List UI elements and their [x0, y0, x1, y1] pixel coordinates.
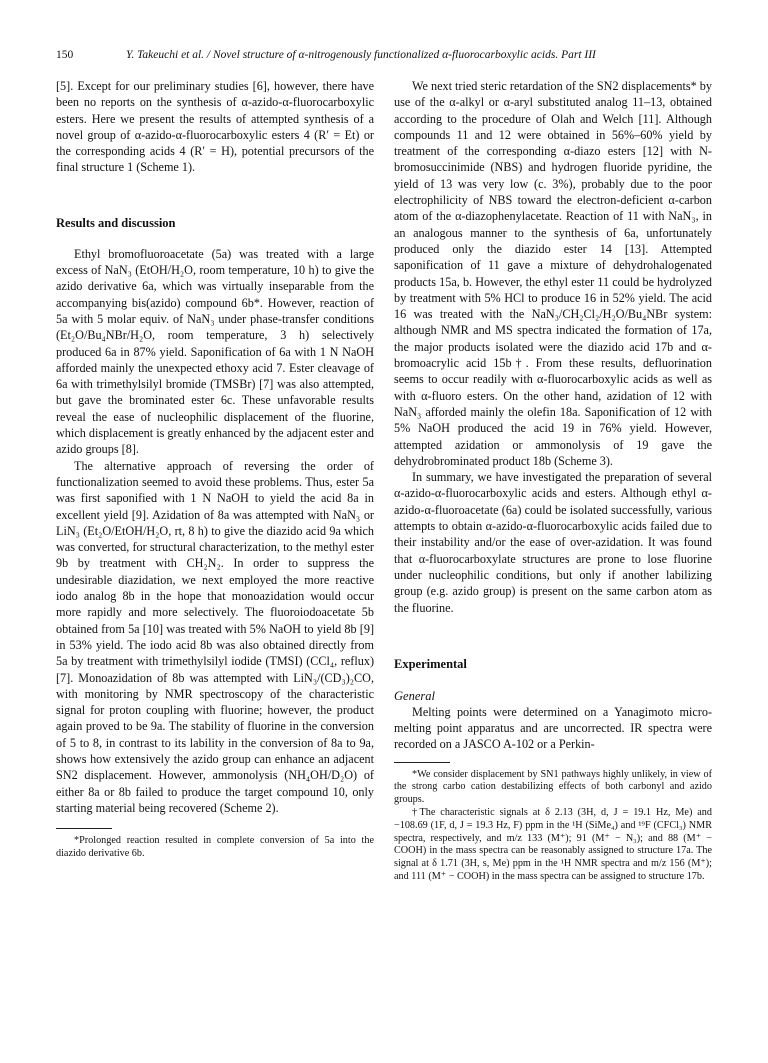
- right-column: [394, 78, 712, 884]
- results-paragraph-2: The alternative approach of reversing the order of functionalization seemed to avoid these problems. Thus, ester 5a was first saponified with 1 N NaOH to yield the acid 8a in excellent yield [9]. Azidation of 8a was attempted with NaN₃ or LiN₃ (Et₂O/EtOH/H₂O, rt, 8 h) to give the diazido acid 9a which was converted, for structural characterization, to the methyl ester 9b by treatment with CH₂N₂. In order to suppress the undesirable diazidation, we next employed the more reactive iodo analog 8b in the hope that monoazidation would occur more rapidly and more selectively. The fluoroiodoacetate 5b obtained from 5a [10] was treated with 5% NaOH to yield 8b [9] in 53% yield. The iodo acid 8b was also obtained directly from 5a by treatment with trimethylsilyl iodide (TMSI) (CCl₄, reflux) [7]. Monoazidation of 8b was attempted with LiN₃/(CD₃)₂CO, with monitoring by NMR spectroscopy of the characteristic signal for proton coupling with fluorine; however, the product again proved to be 9a. The stability of fluorine in the conversion of 5 to 8, in contrast to its lability in the conversion of 8a to 9a, shows how extensively the azido group can enhance an adjacent SN2 displacement. However, ammonolysis (NH₄OH/D₂O) of either 8a or 8b failed to produce the target compound 10, only starting material being recovered (Scheme 2).: [56, 458, 374, 815]
- experimental-paragraph: Melting points were determined on a Yanagimoto micro-melting point apparatus and are uncorrected. IR spectra were recorded on a JASCO A-102 or a Perkin-: [394, 704, 712, 752]
- footnote-right-2: †The characteristic signals at δ 2.13 (3H, d, J = 19.1 Hz, Me) and −108.69 (1F, d, J = 19.3 Hz, F) ppm in the ¹H (SiMe₄) and ¹⁹F (CFCl₃) NMR spectra, respectively, and m/z 133 (M⁺); 91 (M⁺ − N₃); and 88 (M⁺ − COOH) in the mass spectra can be reasonably assigned to structure 17a. The signal at δ 1.71 (3H, s, Me) ppm in the ¹H NMR spectra and m/z 156 (M⁺); and 111 (M⁺ − COOH) in the mass spectra can be assigned to structure 17b.: [394, 807, 712, 883]
- results-paragraph-3: We next tried steric retardation of the SN2 displacements* by use of the α-alkyl or α-aryl substituted analog 11–13, obtained according to the procedure of Olah and Welch [11]. Although compounds 11 and 12 were obtained in 56%–60% yield by treatment of the corresponding α-diazo esters [12] with N-bromosuccinimide (NBS) and hydrogen fluoride pyridine, the yield of 13 was very low (c. 3%), probably due to the poor electrophilicity of NBS toward the electron-deficient α-carbon atom of the α-diazophenylacetate. Reaction of 11 with NaN₃, in an analogous manner to the synthesis of 6a, unfortunately produced only the diazido ester 14 [13]. Attempted saponification of 11 gave a mixture of dehydrohalogenated products 15a, b. However, the ethyl ester 11 could be hydrolyzed by treatment with 5% HCl to produce 16 in 52% yield. The acid 16 was treated with the NaN₃/CH₂Cl₂/H₂O/Bu₄NBr system: although NMR and MS spectra indicated the formation of 17a, the major products isolated were the diazido acid 17b and α-bromoacrylic acid 15b†. From these results, defluorination seems to occur readily with α-fluorocarboxylic acids as well as with α-fluoro esters. On the other hand, azidation of 12 with NaN₃ afforded mainly the olefin 18a. Saponification of 12 with 5% NaOH produced the acid 19 in 76% yield. However, attempted azidation or ammonolysis of 19 gave the dehydrobrominated product 18b (Scheme 3).: [394, 79, 712, 468]
- running-head: Y. Takeuchi et al. / Novel structure of α-nitrogenously functionalized α-fluorocarboxylic acids. Part III: [126, 49, 596, 61]
- page-number: 150: [56, 49, 74, 61]
- left-column: [56, 78, 374, 861]
- results-paragraph-1: Ethyl bromofluoroacetate (5a) was treated with a large excess of NaN₃ (EtOH/H₂O, room temperature, 10 h) to give the azido derivative 6a, which was virtually inseparable from the accompanying bis(azido) compound 6b*. However, reaction of 5a with 5 molar equiv. of NaN₃ under phase-transfer conditions (Et₂O/Bu₄NBr/H₂O, room temperature, 3 h) selectively produced 6a in 87% yield. Saponification of 6a with 1 N NaOH afforded mainly the unexpected ethoxy acid 7. Ester cleavage of 6a with trimethylsilyl bromide (TMSBr) [7] was also attempted, but gave the brominated ester 6c. These unfavorable results reveal the ease of nucleophilic displacement of the fluorine, which displacement is greatly enhanced by the adjacent ester and azido groups [8].: [56, 246, 374, 457]
- intro-paragraph: [5]. Except for our preliminary studies [6], however, there have been no reports on the synthesis of α-azido-α-fluorocarboxylic esters. Here we present the results of attempted synthesis of a novel group of α-azido-α-fluorocarboxylic esters 4 (R′ = Et) or the corresponding acids 4 (R′ = H), potential precursors of the final structure 1 (Scheme 1).: [56, 79, 374, 175]
- section-heading-results: Results and discussion: [56, 215, 176, 230]
- footnote-left: *Prolonged reaction resulted in complete conversion of 5a into the diazido derivative 6b.: [56, 835, 374, 859]
- section-heading-experimental: Experimental: [394, 656, 467, 671]
- footnote-right-1: *We consider displacement by SN1 pathways highly unlikely, in view of the strong carbo cation destabilizing effects of both carbonyl and azido groups.: [394, 768, 712, 806]
- subheading-general: General: [394, 688, 435, 703]
- summary-paragraph: In summary, we have investigated the preparation of several α-azido-α-fluorocarboxylic acids and esters. Although ethyl α-azido-α-fluoroacetate (6a) could be isolated successfully, various attempts to obtain α-azido-α-fluorocarboxylic acids failed due to their instability and/or the ease of over-azidation. It was found that α-fluorocarboxylate structures are prone to lose fluorine under nucleophilic conditions, but only if another labilizing group (e.g. azido group) is present on the same carbon atom as the fluorine.: [394, 470, 712, 615]
